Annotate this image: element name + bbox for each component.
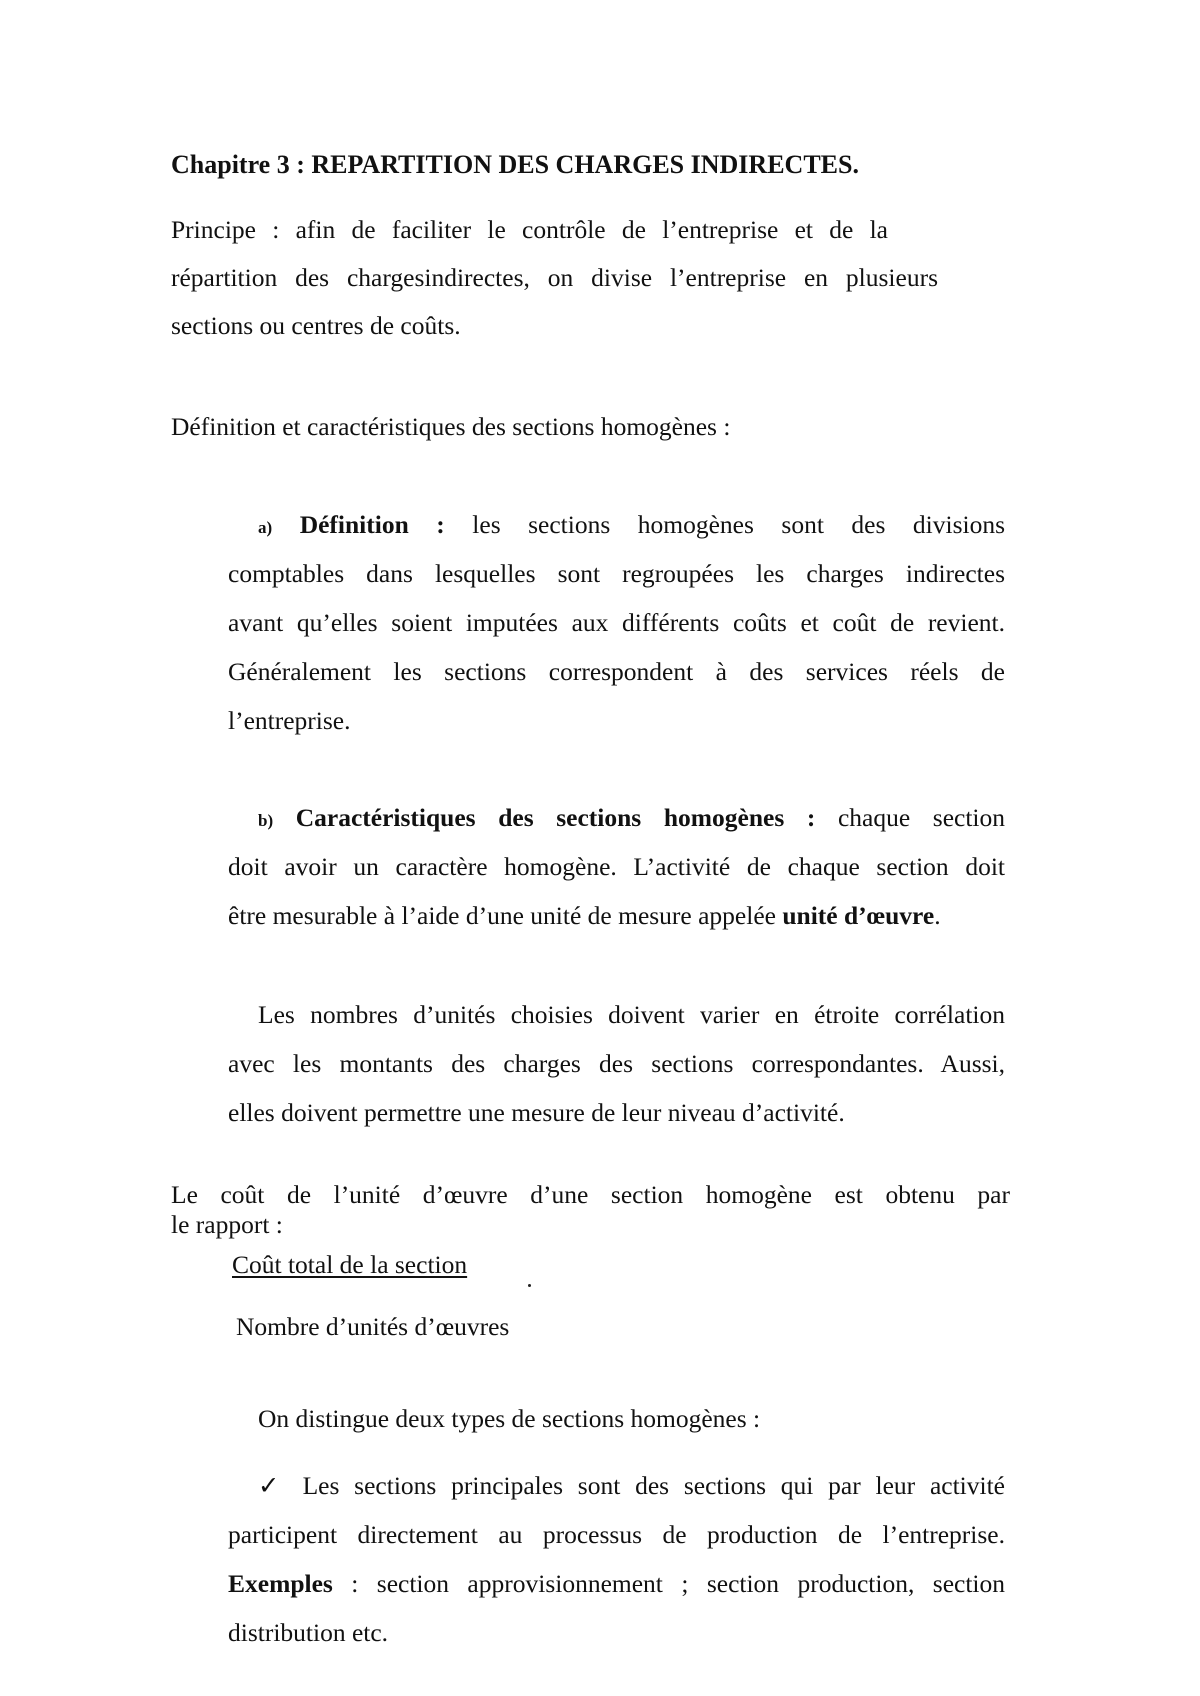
- fraction-denominator: Nombre d’unités d’œuvres: [236, 1312, 510, 1341]
- section-b-line-2: doit avoir un caractère homogène. L’activité de chaque section doit: [228, 852, 1005, 881]
- principales-line-1-text: Les sections principales sont des sections qui par leur activité: [302, 1471, 1005, 1500]
- section-b-line-3-start: être mesurable à l’aide d’une unité de mesure appelée: [228, 901, 783, 930]
- principales-line-2: participent directement au processus de production de l’entreprise.: [228, 1520, 1005, 1549]
- section-b-line-3-end: .: [934, 901, 941, 930]
- stray-dot: [528, 1284, 531, 1287]
- section-b-line-3: [228, 901, 941, 931]
- cout-line-2: le rapport :: [171, 1210, 283, 1239]
- section-b-term: Caractéristiques des sections homogènes :: [295, 803, 816, 832]
- unites-line-1: Les nombres d’unités choisies doivent varier en étroite corrélation: [258, 1000, 1005, 1029]
- section-a-line-1-rest: les sections homogènes sont des divisions: [472, 510, 1006, 539]
- chapter-title: Chapitre 3 : REPARTITION DES CHARGES INDIRECTES.: [171, 150, 859, 179]
- principe-line-1: Principe : afin de faciliter le contrôle de l’entreprise et de la: [171, 215, 888, 244]
- section-a-marker: a): [258, 518, 273, 537]
- section-a-line-4: Généralement les sections correspondent à des services réels de: [228, 657, 1005, 686]
- fraction-numerator: Coût total de la section: [232, 1250, 468, 1279]
- section-b-line-1-rest: chaque section: [837, 803, 1006, 832]
- principales-line-4: distribution etc.: [228, 1618, 389, 1647]
- unites-line-2: avec les montants des charges des sections correspondantes. Aussi,: [228, 1049, 1005, 1078]
- section-b-line-1: [258, 803, 1005, 836]
- types-intro: On distingue deux types de sections homogènes :: [258, 1404, 761, 1433]
- definition-heading: Définition et caractéristiques des sections homogènes :: [171, 412, 731, 441]
- principe-line-2: répartition des chargesindirectes, on divise l’entreprise en plusieurs: [171, 263, 938, 292]
- cout-line-1: Le coût de l’unité d’œuvre d’une section homogène est obtenu par: [171, 1180, 1010, 1209]
- section-a-line-2: comptables dans lesquelles sont regroupées les charges indirectes: [228, 559, 1005, 588]
- examples-text: : section approvisionnement ; section production, section: [332, 1569, 1005, 1598]
- principales-line-1: [258, 1471, 1005, 1501]
- examples-label: Exemples: [228, 1569, 333, 1598]
- checkmark-icon: ✓: [258, 1471, 288, 1500]
- unites-line-3: elles doivent permettre une mesure de leur niveau d’activité.: [228, 1098, 845, 1127]
- principales-line-3: [228, 1569, 1005, 1599]
- section-a-line-1: [258, 510, 1005, 543]
- section-a-line-5: l’entreprise.: [228, 706, 351, 735]
- section-b-marker: b): [258, 811, 274, 830]
- principe-line-3: sections ou centres de coûts.: [171, 311, 461, 340]
- section-a-term: Définition :: [299, 510, 445, 539]
- section-b-unite-doeuvre: unité d’œuvre: [782, 901, 935, 930]
- section-a-line-3: avant qu’elles soient imputées aux différents coûts et coût de revient.: [228, 608, 1005, 637]
